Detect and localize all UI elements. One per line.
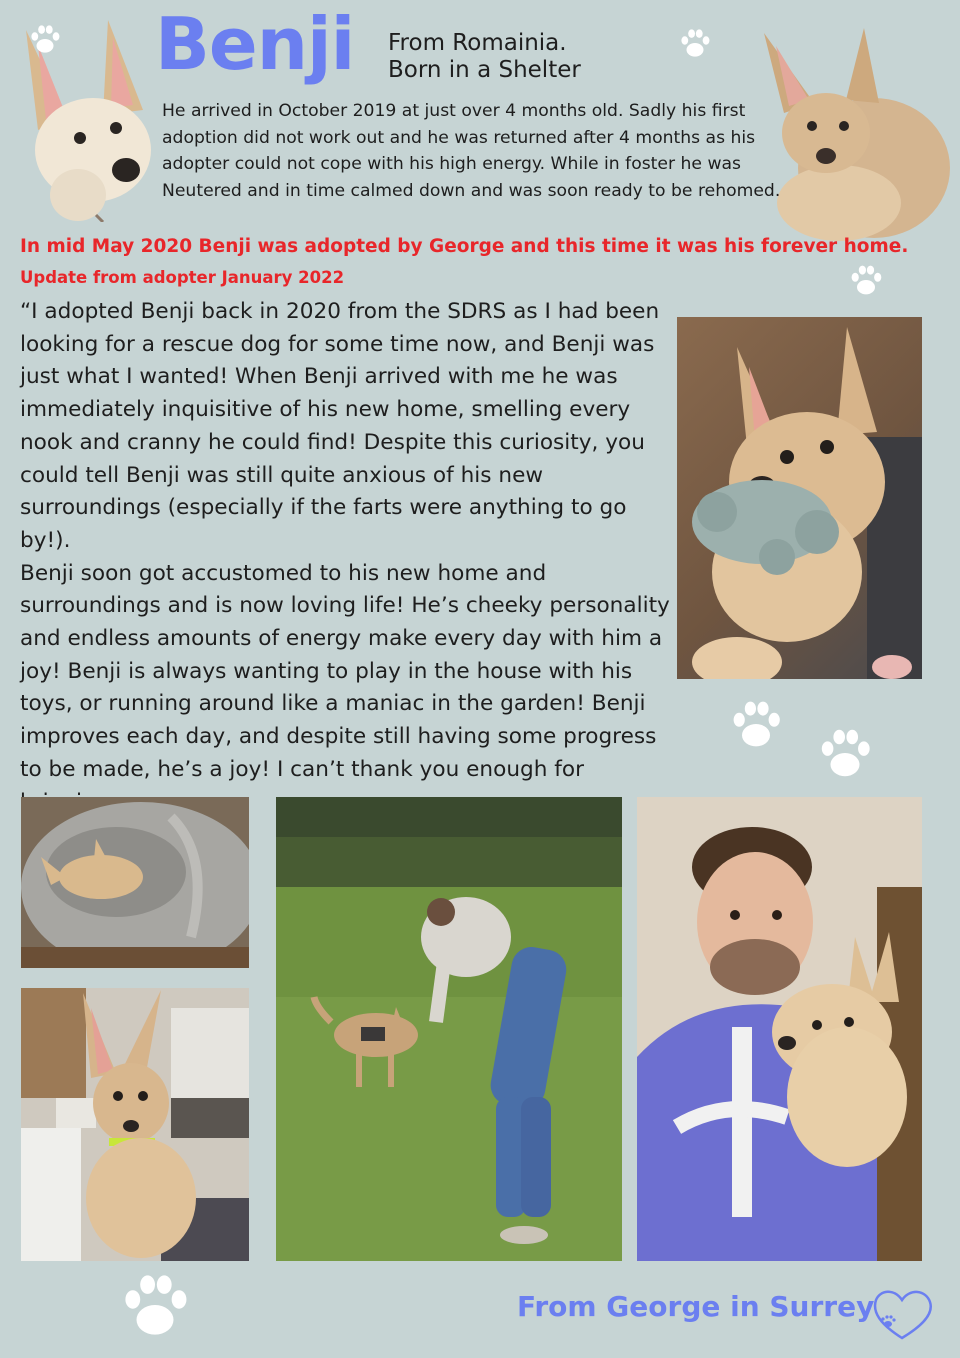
photo-park-play: [276, 797, 622, 1261]
photo-dog-in-blanket: [21, 797, 249, 968]
paw-print-icon: [678, 26, 712, 60]
heart-paw-icon: [870, 1286, 934, 1342]
quote-line: just what I wanted! When Benji arrived with me he was: [20, 364, 618, 390]
quote-line: to be made, he’s a joy! I can’t thank you enough for: [20, 756, 584, 782]
paw-print-icon: [118, 1268, 192, 1342]
signoff-text: From George in Surrey: [517, 1290, 875, 1323]
paw-print-icon: [848, 262, 884, 298]
quote-line: looking for a rescue dog for some time now, and Benji was: [20, 331, 655, 357]
quote-line: improves each day, and despite still having some progress: [20, 724, 657, 750]
photo-dog-with-toy-art: [677, 317, 922, 679]
intro-paragraph: [162, 98, 802, 204]
photo-dog-in-kitchen-art: [21, 988, 249, 1261]
origin-block: [388, 30, 581, 84]
quote-line: nook and cranny he could find! Despite this curiosity, you: [20, 429, 645, 455]
origin-line-1: From Romainia.: [388, 30, 567, 56]
photo-george-with-benji: [637, 797, 922, 1261]
paw-print-icon: [728, 696, 784, 752]
quote-line: toys, or running around like a maniac in the garden! Benji: [20, 691, 646, 717]
page-title: Benji: [155, 2, 355, 86]
quote-line: surroundings (especially if the farts were anything to go by!).: [20, 495, 627, 553]
photo-dog-with-toy: [677, 317, 922, 679]
quote-line: Benji soon got accustomed to his new home and: [20, 560, 547, 586]
photo-park-play-art: [276, 797, 622, 1261]
quote-line: immediately inquisitive of his new home, smelling every: [20, 397, 631, 423]
quote-line: joy! Benji is always wanting to play in the house with his: [20, 658, 633, 684]
quote-line: “I adopted Benji back in 2020 from the SDRS as I had been: [20, 299, 660, 324]
photo-dog-in-blanket-art: [21, 797, 249, 968]
photo-george-with-benji-art: [637, 797, 922, 1261]
photo-dog-in-kitchen: [21, 988, 249, 1261]
intro-line: He arrived in October 2019 at just over 4 months old. Sadly his first: [162, 101, 746, 121]
adopter-quote: [20, 296, 670, 852]
adoption-headline: In mid May 2020 Benji was adopted by George and this time it was his forever home.: [20, 236, 909, 257]
intro-line: adoption did not work out and he was returned after 4 months as his: [162, 127, 756, 148]
update-label: Update from adopter January 2022: [20, 268, 345, 287]
intro-line: adopter could not cope with his high energy. While in foster he was: [162, 154, 742, 174]
paw-print-icon: [816, 724, 874, 782]
origin-line-2: Born in a Shelter: [388, 57, 581, 83]
intro-line: Neutered and in time calmed down and was soon ready to be rehomed.: [162, 180, 781, 201]
quote-line: surroundings and is now loving life! He’s cheeky personality: [20, 593, 670, 619]
paw-print-icon: [28, 22, 62, 56]
quote-line: could tell Benji was still quite anxious of his new: [20, 462, 544, 488]
quote-line: and endless amounts of energy make every day with him a: [20, 626, 663, 652]
